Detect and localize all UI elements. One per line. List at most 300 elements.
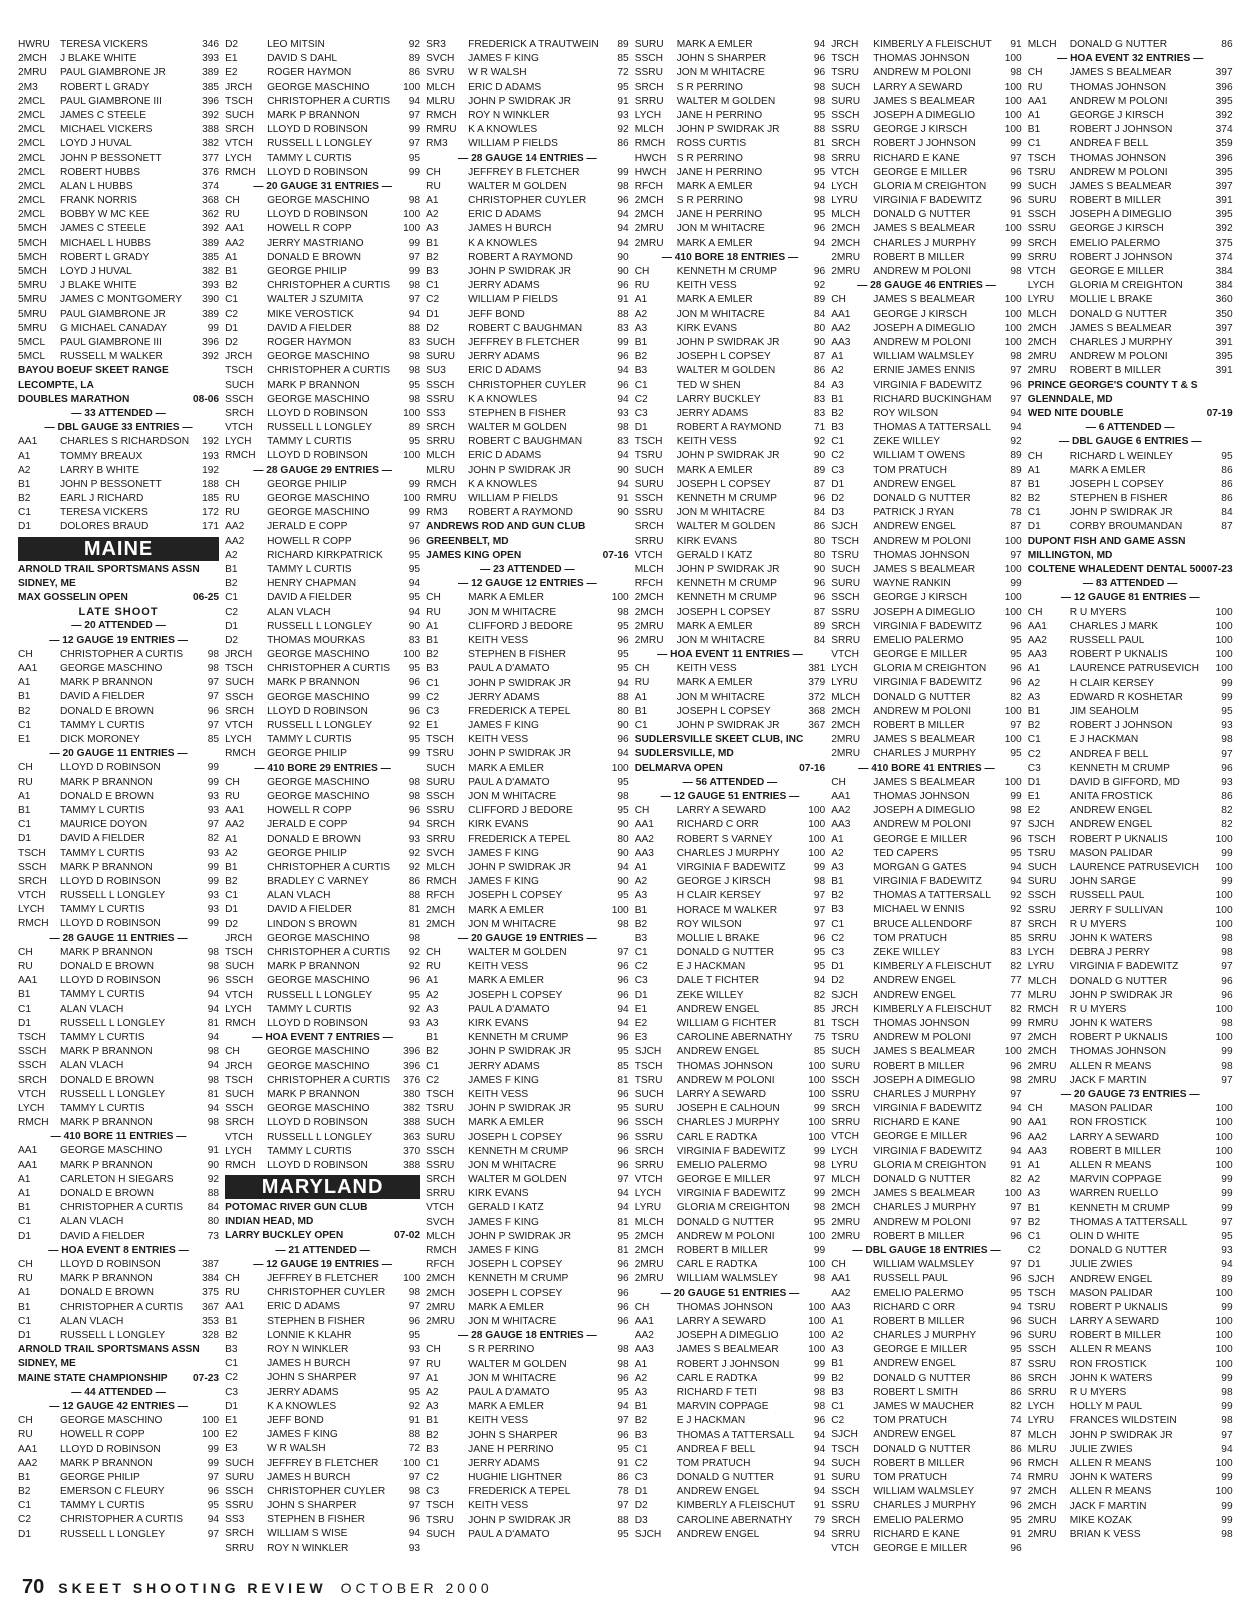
class-code: B1 (634, 1401, 648, 1413)
shooter-name: W R WALSH (468, 67, 527, 79)
result-row (1028, 364, 1233, 378)
score: 96 (1010, 1457, 1022, 1469)
result-row (1028, 904, 1233, 918)
result-row (426, 747, 629, 761)
class-code: SSRU (426, 393, 455, 405)
result-row (831, 322, 1022, 336)
result-row (831, 1130, 1022, 1144)
shooter-name: TAMMY L CURTIS (60, 1102, 145, 1114)
result-row (225, 308, 420, 322)
score: 77 (1010, 989, 1022, 1001)
class-code: A2 (634, 308, 648, 320)
result-row (831, 265, 1022, 279)
result-row (635, 1329, 826, 1343)
class-code: B1 (634, 904, 648, 916)
result-row (635, 904, 826, 918)
shooter-name: J BLAKE WHITE (60, 280, 137, 292)
shooter-name: JOHN S SHARPER (468, 1429, 558, 1441)
result-row (831, 364, 1022, 378)
score: 98 (408, 365, 421, 377)
result-row (426, 776, 629, 790)
score: 96 (617, 351, 629, 363)
score: 94 (1010, 1103, 1022, 1115)
score: 97 (617, 947, 629, 959)
result-row (635, 435, 826, 449)
score: 91 (617, 1457, 629, 1469)
class-code: TSCH (225, 1074, 253, 1086)
result-row (18, 676, 219, 690)
score: 98 (617, 180, 629, 192)
class-code: C1 (18, 1003, 32, 1015)
shooter-name: ROY N WINKLER (267, 1542, 349, 1554)
class-code: SVCH (426, 847, 455, 859)
shooter-name: JEFFREY B FLETCHER (468, 336, 580, 348)
result-row (831, 81, 1022, 95)
result-row (635, 833, 826, 847)
result-row (225, 1513, 420, 1527)
result-row (1028, 1443, 1233, 1457)
score: 94 (408, 819, 421, 831)
class-code: CH (426, 947, 441, 959)
shooter-name: DICK MORONEY (60, 733, 140, 745)
magazine-title: SKEET SHOOTING REVIEW (58, 1580, 327, 1596)
result-row (18, 38, 219, 52)
result-row (426, 1386, 629, 1400)
score: 99 (1221, 876, 1233, 888)
class-code: VTCH (225, 138, 253, 150)
shooter-name: JOHN P SWIDRAK JR (468, 1230, 571, 1242)
score: 100 (1215, 1358, 1233, 1370)
score: 368 (202, 195, 220, 207)
score: 97 (408, 1358, 421, 1370)
shooter-name: ERIC D ADAMS (267, 1301, 341, 1313)
result-row (426, 265, 629, 279)
score: 97 (1221, 1429, 1233, 1441)
class-code: RMCH (225, 748, 256, 760)
shooter-name: WALTER M GOLDEN (468, 422, 567, 434)
shooter-name: MARK A EMLER (676, 180, 753, 192)
result-row (1028, 776, 1233, 790)
shooter-name: TAMMY L CURTIS (267, 1003, 352, 1015)
shooter-name: KIRK EVANS (676, 535, 738, 547)
score: 91 (408, 1414, 421, 1426)
shooter-name: ROBERT A RAYMOND (676, 422, 782, 434)
result-row (635, 222, 826, 236)
class-code: AA1 (634, 819, 654, 831)
shooter-name: MARVIN COPPAGE (1069, 1174, 1162, 1186)
shooter-name: JAMES H BURCH (267, 1471, 351, 1483)
class-code: RU (225, 790, 240, 802)
score: 96 (617, 961, 629, 973)
class-code: SSRU (426, 1159, 455, 1171)
result-row (831, 1443, 1022, 1457)
result-row (1028, 932, 1233, 946)
score: 95 (617, 663, 629, 675)
class-code: SRRU (1027, 251, 1057, 263)
score: 94 (813, 1457, 826, 1469)
gauge-heading: — 410 BORE 41 ENTRIES — (858, 762, 995, 774)
class-code: SSCH (18, 1046, 47, 1058)
result-row (426, 407, 629, 421)
result-row (831, 1258, 1022, 1272)
result-row (225, 194, 420, 208)
shooter-name: GEORGE PHILIP (267, 266, 347, 278)
result-row (635, 549, 826, 563)
result-row (18, 152, 219, 166)
shooter-name: ALAN VLACH (267, 606, 331, 618)
event-subtitle: LATE SHOOT (78, 606, 159, 619)
score: 96 (1010, 379, 1022, 391)
class-code: SRCH (225, 124, 254, 136)
result-row (426, 847, 629, 861)
club-heading: SUDLERSVILLE, MD (634, 748, 734, 760)
result-row (426, 989, 629, 1003)
score: 98 (207, 1046, 220, 1058)
result-row (635, 960, 826, 974)
score: 83 (813, 393, 826, 405)
class-code: B2 (426, 1429, 439, 1441)
shooter-name: JACK F MARTIN (1069, 1074, 1147, 1086)
shooter-name: JOHN P SWIDRAK JR (468, 1103, 571, 1115)
score: 99 (813, 1245, 826, 1257)
score: 96 (1010, 1330, 1022, 1342)
result-row (426, 904, 629, 918)
result-row (18, 1017, 219, 1031)
result-row (831, 1400, 1022, 1414)
shooter-name: THOMAS JOHNSON (873, 53, 970, 65)
shooter-name: LARRY A SEWARD (873, 81, 963, 93)
shooter-name: CHRISTOPHER A CURTIS (60, 1514, 184, 1526)
class-code: A1 (831, 833, 844, 845)
score: 99 (1221, 1301, 1233, 1313)
class-code: 2MRU (1027, 1074, 1057, 1086)
attendance-line: — 56 ATTENDED — (682, 776, 778, 788)
class-code: SUCH (225, 379, 254, 391)
score: 97 (1010, 152, 1022, 164)
shooter-name: PAUL A D'AMATO (468, 776, 550, 788)
result-row (225, 123, 420, 137)
result-row (831, 804, 1022, 818)
class-code: 5MCH (18, 237, 47, 249)
result-row (1028, 1329, 1233, 1343)
score: 100 (808, 1117, 826, 1129)
class-code: SURU (1027, 195, 1057, 207)
result-row (635, 449, 826, 463)
score: 100 (1215, 1330, 1233, 1342)
shooter-name: CHRISTOPHER A CURTIS (60, 1301, 184, 1313)
result-row (426, 1244, 629, 1258)
result-row (831, 1528, 1022, 1542)
class-code: RU (1027, 81, 1043, 93)
result-row (831, 123, 1022, 137)
class-code: A1 (426, 1372, 439, 1384)
result-row (225, 861, 420, 875)
result-row (635, 932, 826, 946)
result-row (831, 705, 1022, 719)
club-heading: ANDREWS ROD AND GUN CLUB (426, 521, 586, 533)
result-row (635, 393, 826, 407)
result-row (635, 563, 826, 577)
result-row (1028, 350, 1233, 364)
score: 96 (1010, 1273, 1022, 1285)
score: 79 (813, 1514, 826, 1526)
class-code: C3 (1027, 762, 1041, 774)
class-code: SRCH (426, 1174, 455, 1186)
result-row (18, 960, 219, 974)
score: 99 (408, 237, 421, 249)
result-row (426, 1216, 629, 1230)
shooter-name: ANDREW ENGEL (676, 1528, 760, 1540)
result-row (831, 932, 1022, 946)
score: 93 (617, 109, 629, 121)
class-code: CH (634, 663, 650, 675)
result-row (635, 95, 826, 109)
result-row (426, 1031, 629, 1045)
shooter-name: VIRGINIA F BADEWITZ (873, 195, 982, 207)
result-row (635, 1429, 826, 1443)
result-row (831, 918, 1022, 932)
result-row (18, 974, 219, 988)
score: 95 (813, 166, 826, 178)
shooter-name: STEPHEN B FISHER (1069, 493, 1168, 505)
shooter-name: VIRGINIA F BADEWITZ (873, 1145, 982, 1157)
class-code: D1 (18, 1017, 32, 1029)
class-code: SSRU (831, 1500, 860, 1512)
class-code: C3 (634, 975, 648, 987)
shooter-name: JAMES S BEALMEAR (873, 1188, 976, 1200)
shooter-name: MARK A EMLER (676, 620, 753, 632)
score: 96 (1221, 989, 1233, 1001)
result-row (831, 676, 1022, 690)
shooter-name: ROBERT J JOHNSON (1069, 720, 1173, 732)
score: 96 (617, 634, 629, 646)
result-row (1028, 1358, 1233, 1372)
result-row (225, 52, 420, 66)
result-row (1028, 875, 1233, 889)
score: 94 (207, 1031, 220, 1043)
result-row (635, 974, 826, 988)
score: 96 (207, 975, 220, 987)
shooter-name: FREDERICK A TEPEL (468, 1486, 571, 1498)
shooter-name: KEITH VESS (676, 663, 737, 675)
class-code: B2 (426, 649, 439, 661)
score: 95 (813, 1216, 826, 1228)
class-code: TSCH (225, 947, 253, 959)
class-code: RU (18, 1273, 33, 1285)
shooter-name: VIRGINIA F BADEWITZ (676, 1188, 786, 1200)
score: 97 (1010, 1088, 1022, 1100)
result-row (831, 137, 1022, 151)
score: 81 (617, 1216, 629, 1228)
class-code: B3 (426, 663, 439, 675)
shooter-name: ROBERT B MILLER (873, 720, 965, 732)
score: 82 (1010, 1174, 1022, 1186)
score: 96 (617, 1117, 629, 1129)
score: 100 (1004, 322, 1022, 334)
class-code: 2MRU (1027, 365, 1057, 377)
score: 98 (1010, 805, 1022, 817)
result-row (426, 1429, 629, 1443)
shooter-name: JAMES F KING (468, 847, 539, 859)
shooter-name: PAUL A D'AMATO (468, 1528, 550, 1540)
shooter-name: KIMBERLY A FLEISCHUT (873, 1003, 992, 1015)
result-row (831, 974, 1022, 988)
class-code: TSRU (831, 1032, 859, 1044)
class-code: A3 (831, 379, 844, 391)
class-code: SSCH (634, 1117, 663, 1129)
shooter-name: BRADLEY C VARNEY (267, 876, 369, 888)
class-code: E1 (225, 1414, 238, 1426)
score: 96 (1010, 1542, 1022, 1554)
shooter-name: JON M WHITACRE (676, 67, 765, 79)
shooter-name: JAMES S BEALMEAR (1069, 67, 1172, 79)
shooter-name: JOHN P SWIDRAK JR (468, 861, 571, 873)
class-code: 2MCH (1027, 1500, 1057, 1512)
result-row (635, 1400, 826, 1414)
class-code: AA2 (1027, 1131, 1047, 1143)
result-row (635, 379, 826, 393)
shooter-name: TAMMY L CURTIS (267, 563, 352, 575)
shooter-name: RUSSELL L LONGLEY (60, 1088, 166, 1100)
class-code: A1 (426, 620, 439, 632)
class-code: SURU (225, 1471, 254, 1483)
result-row (831, 1116, 1022, 1130)
attendance-line: — 33 ATTENDED — (71, 407, 166, 419)
class-code: LYRU (831, 195, 858, 207)
result-row (1028, 450, 1233, 464)
result-row (18, 1513, 219, 1527)
shooter-name: EDWARD R KOSHETAR (1069, 691, 1183, 703)
shooter-name: JERRY ADAMS (468, 691, 540, 703)
class-code: HWCH (634, 152, 667, 164)
score: 85 (207, 733, 220, 745)
score: 94 (617, 677, 629, 689)
class-code: SVCH (426, 1216, 455, 1228)
result-row (18, 946, 219, 960)
shooter-name: JON M WHITACRE (468, 791, 557, 803)
shooter-name: JAMES S BEALMEAR (873, 294, 976, 306)
result-row (831, 506, 1022, 520)
result-row (831, 66, 1022, 80)
score: 73 (207, 1230, 220, 1242)
class-code: B1 (1027, 1202, 1041, 1214)
result-row (1028, 336, 1233, 350)
shooter-name: RUSSELL L LONGLEY (267, 1131, 373, 1143)
result-row (426, 492, 629, 506)
score: 370 (403, 1145, 421, 1157)
result-row (225, 563, 420, 577)
result-row (225, 208, 420, 222)
class-code: MLRU (1027, 989, 1057, 1001)
class-code: 2MRU (831, 266, 861, 277)
result-row (426, 222, 629, 236)
score: 97 (408, 1500, 421, 1512)
class-code: B1 (634, 336, 648, 348)
result-row (18, 988, 219, 1002)
shooter-name: JOSEPH L COPSEY (676, 478, 771, 490)
result-row (18, 1528, 219, 1542)
result-row (635, 1159, 826, 1173)
score: 99 (1010, 180, 1022, 192)
score: 96 (813, 592, 826, 604)
score: 93 (617, 407, 629, 419)
score: 80 (813, 535, 826, 547)
result-row (635, 137, 826, 151)
class-code: SSRU (634, 1131, 663, 1143)
shooter-name: MORGAN G GATES (873, 861, 967, 873)
score: 98 (1010, 1074, 1022, 1086)
result-row (635, 350, 826, 364)
class-code: VTCH (18, 1088, 46, 1100)
shooter-name: JAMES F KING (468, 876, 539, 888)
score: 86 (1010, 1443, 1022, 1455)
class-code: AA2 (18, 1457, 38, 1469)
result-row (1028, 634, 1233, 648)
result-row (831, 180, 1022, 194)
class-code: TSCH (426, 1088, 454, 1100)
score: 94 (207, 1060, 220, 1072)
score: 94 (1010, 861, 1022, 873)
result-row (225, 222, 420, 236)
result-row (225, 492, 420, 506)
score: 172 (202, 507, 220, 519)
class-code: C1 (634, 720, 648, 732)
class-code: B1 (831, 876, 844, 888)
class-code: MLCH (1027, 975, 1057, 987)
class-code: B3 (634, 1429, 648, 1441)
score: 94 (1010, 407, 1022, 419)
class-code: LYCH (225, 734, 252, 746)
result-row (635, 1216, 826, 1230)
class-code: 2MRU (634, 237, 664, 249)
result-row (18, 95, 219, 109)
class-code: SSRU (831, 606, 860, 618)
score: 95 (1221, 450, 1233, 462)
score: 95 (408, 436, 421, 448)
score: 99 (1010, 578, 1022, 590)
score: 90 (207, 1159, 220, 1171)
result-row (18, 1428, 219, 1442)
shooter-name: WILLIAM WALMSLEY (873, 1259, 975, 1271)
class-code: 2MRU (634, 634, 664, 646)
shooter-name: WILLIAM WALMSLEY (676, 1273, 778, 1285)
score: 100 (808, 805, 826, 817)
class-code: C2 (831, 932, 845, 944)
score: 97 (1010, 1032, 1022, 1044)
score: 98 (1221, 1528, 1233, 1540)
score: 91 (617, 294, 629, 306)
score: 97 (207, 1528, 220, 1540)
result-row (1028, 620, 1233, 634)
result-row (225, 393, 420, 407)
class-code: SSCH (831, 592, 860, 604)
score: 95 (1221, 1230, 1233, 1242)
class-code: C1 (18, 1500, 32, 1512)
class-code: B2 (225, 578, 238, 590)
score: 382 (202, 266, 220, 277)
result-row (225, 989, 420, 1003)
shooter-name: JEFF BOND (468, 308, 525, 320)
result-row (635, 1003, 826, 1017)
result-row (831, 393, 1022, 407)
score: 392 (202, 223, 220, 235)
class-code: A1 (225, 833, 238, 845)
result-row (225, 1116, 420, 1130)
event-date: 07-16 (602, 549, 629, 561)
result-row (1028, 1429, 1233, 1443)
result-row (635, 1528, 826, 1542)
shooter-name: ROBERT J JOHNSON (1069, 251, 1173, 263)
